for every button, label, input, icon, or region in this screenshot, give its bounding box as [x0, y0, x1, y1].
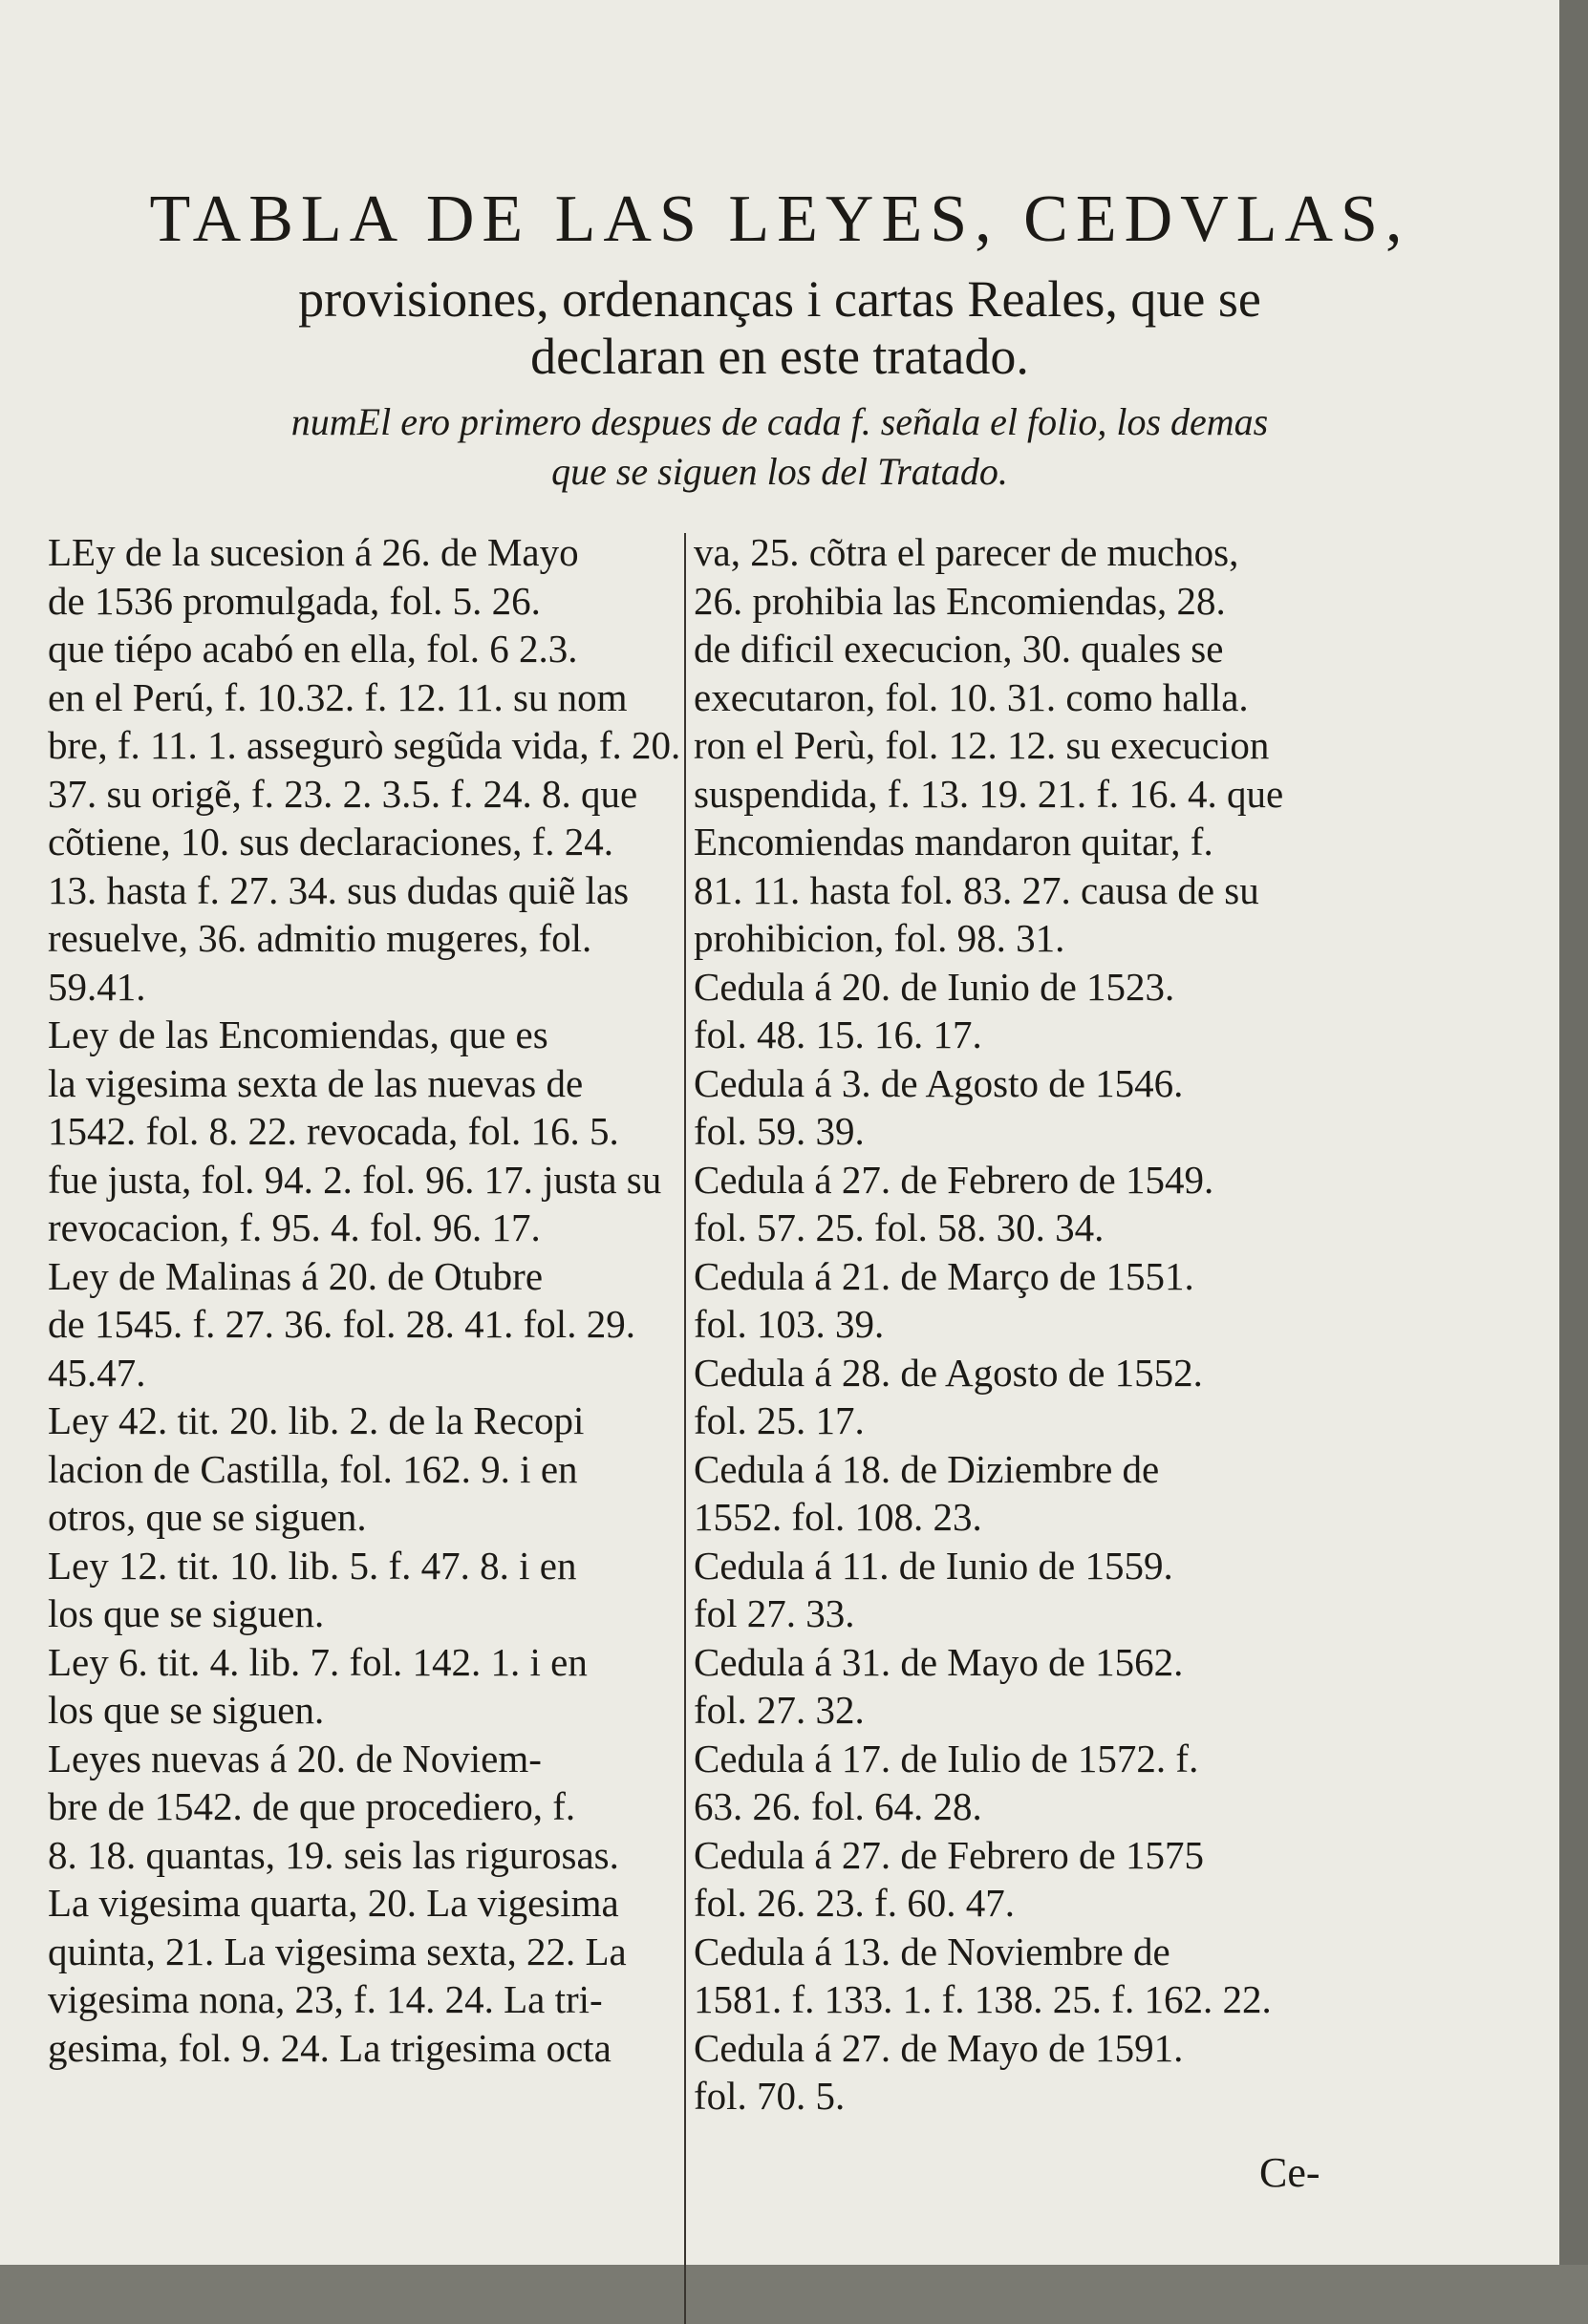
left-column-line: quinta, 21. La vigesima sexta, 22. La — [48, 1929, 627, 1973]
left-column-line: Ley 12. tit. 10. lib. 5. f. 47. 8. i en — [48, 1543, 577, 1588]
right-column-line: 26. prohibia las Encomiendas, 28. — [694, 578, 1226, 623]
right-column-line: suspendida, f. 13. 19. 21. f. 16. 4. que — [694, 771, 1284, 816]
right-column-line: 63. 26. fol. 64. 28. — [694, 1784, 982, 1828]
left-column-line: resuelve, 36. admitio mugeres, fol. — [48, 916, 592, 960]
left-column-line: bre, f. 11. 1. assegurò segũda vida, f. 20. — [48, 723, 681, 767]
right-column-line: Cedula á 27. de Febrero de 1549. — [694, 1157, 1214, 1202]
right-column-line: Cedula á 27. de Febrero de 1575 — [694, 1832, 1204, 1877]
left-column-line: que tiépo acabó en ella, fol. 6 2.3. — [48, 627, 578, 671]
right-column-line: fol. 70. 5. — [694, 2074, 846, 2118]
left-column-line: lacion de Castilla, fol. 162. 9. i en — [48, 1446, 578, 1491]
right-column-line: ron el Perù, fol. 12. 12. su execucion — [694, 723, 1270, 767]
left-column-line: Leyes nuevas á 20. de Noviem- — [48, 1736, 542, 1780]
left-column-line: Ley 42. tit. 20. lib. 2. de la Recopi — [48, 1398, 585, 1442]
right-column-line: 1581. f. 133. 1. f. 138. 25. f. 162. 22. — [694, 1977, 1272, 2021]
left-column-line: otros, que se siguen. — [48, 1495, 367, 1539]
right-column-line: Cedula á 3. de Agosto de 1546. — [694, 1060, 1184, 1105]
left-column-line: de 1536 promulgada, fol. 5. 26. — [48, 578, 541, 623]
subtitle-line-2: declaran en este tratado. — [530, 328, 1029, 385]
page-edge — [1559, 0, 1588, 2265]
left-column-line: Ley de Malinas á 20. de Otubre — [48, 1253, 544, 1298]
right-column-line: Cedula á 31. de Mayo de 1562. — [694, 1639, 1184, 1684]
left-column-line: 45.47. — [48, 1350, 146, 1395]
right-column-line: va, 25. cõtra el parecer de muchos, — [694, 530, 1239, 574]
catchword: Ce- — [1259, 2149, 1320, 2196]
right-column-line: Encomiendas mandaron quitar, f. — [694, 820, 1213, 864]
left-column-line: 13. hasta f. 27. 34. sus dudas quiẽ las — [48, 867, 630, 912]
right-column-line: fol. 103. 39. — [694, 1302, 885, 1346]
left-column-line: 37. su origẽ, f. 23. 2. 3.5. f. 24. 8. que — [48, 771, 638, 816]
right-column-line: Cedula á 17. de Iulio de 1572. f. — [694, 1736, 1199, 1780]
left-column-line: los que se siguen. — [48, 1591, 325, 1635]
note-line-2: que se siguen los del Tratado. — [551, 450, 1008, 493]
right-column-line: Cedula á 13. de Noviembre de — [694, 1929, 1170, 1973]
left-column-line: cõtiene, 10. sus declaraciones, f. 24. — [48, 820, 614, 864]
left-column-line: 59.41. — [48, 964, 146, 1009]
subtitle-line-1: provisiones, ordenanças i cartas Reales, que se — [298, 270, 1261, 328]
left-column-line: vigesima nona, 23, f. 14. 24. La tri- — [48, 1977, 603, 2021]
left-column-line: en el Perú, f. 10.32. f. 12. 11. su nom — [48, 674, 628, 719]
right-column-line: 1552. fol. 108. 23. — [694, 1495, 982, 1539]
right-column-line: Cedula á 20. de Iunio de 1523. — [694, 964, 1175, 1009]
left-column-line: 8. 18. quantas, 19. seis las rigurosas. — [48, 1832, 619, 1877]
right-column-line: prohibicion, fol. 98. 31. — [694, 916, 1065, 960]
page-title: TABLA DE LAS LEYES, CEDVLAS, — [149, 182, 1410, 256]
column-divider — [684, 533, 686, 2324]
right-column-line: fol 27. 33. — [694, 1591, 855, 1635]
right-column-line: fol. 25. 17. — [694, 1398, 865, 1442]
right-column-line: fol. 57. 25. fol. 58. 30. 34. — [694, 1205, 1105, 1249]
right-column-line: Cedula á 21. de Março de 1551. — [694, 1253, 1194, 1298]
left-column-line: revocacion, f. 95. 4. fol. 96. 17. — [48, 1205, 541, 1249]
left-column-line: gesima, fol. 9. 24. La trigesima octa — [48, 2025, 612, 2070]
left-column-line: La vigesima quarta, 20. La vigesima — [48, 1881, 619, 1925]
right-column-line: executaron, fol. 10. 31. como halla. — [694, 674, 1249, 719]
left-column-line: los que se siguen. — [48, 1688, 325, 1732]
right-column — [694, 528, 1334, 2121]
right-column-line: fol. 59. 39. — [694, 1109, 865, 1153]
left-column-line: Ley 6. tit. 4. lib. 7. fol. 142. 1. i en — [48, 1639, 588, 1684]
right-column-line: fol. 26. 23. f. 60. 47. — [694, 1881, 1015, 1925]
right-column-line: Cedula á 27. de Mayo de 1591. — [694, 2025, 1184, 2070]
note-line-1: numEl ero primero despues de cada f. señala el folio, los demas — [290, 400, 1269, 443]
left-column-line: Ley de las Encomiendas, que es — [48, 1013, 548, 1056]
right-column-line: Cedula á 28. de Agosto de 1552. — [694, 1350, 1203, 1395]
left-column-line: LEy de la sucesion á 26. de Mayo — [48, 530, 579, 574]
left-column-line: bre de 1542. de que procediero, f. — [48, 1784, 576, 1828]
right-column-line: fol. 48. 15. 16. 17. — [694, 1013, 982, 1056]
right-column-line: Cedula á 11. de Iunio de 1559. — [694, 1543, 1173, 1588]
left-column-line: de 1545. f. 27. 36. fol. 28. 41. fol. 29. — [48, 1302, 635, 1346]
left-column — [48, 528, 681, 2072]
right-column-line: de dificil execucion, 30. quales se — [694, 627, 1224, 671]
right-column-line: Cedula á 18. de Diziembre de — [694, 1446, 1160, 1491]
right-column-line: fol. 27. 32. — [694, 1688, 865, 1732]
left-column-line: la vigesima sexta de las nuevas de — [48, 1060, 584, 1105]
left-column-line: 1542. fol. 8. 22. revocada, fol. 16. 5. — [48, 1109, 619, 1153]
left-column-line: fue justa, fol. 94. 2. fol. 96. 17. justa su — [48, 1157, 662, 1202]
right-column-line: 81. 11. hasta fol. 83. 27. causa de su — [694, 867, 1259, 912]
